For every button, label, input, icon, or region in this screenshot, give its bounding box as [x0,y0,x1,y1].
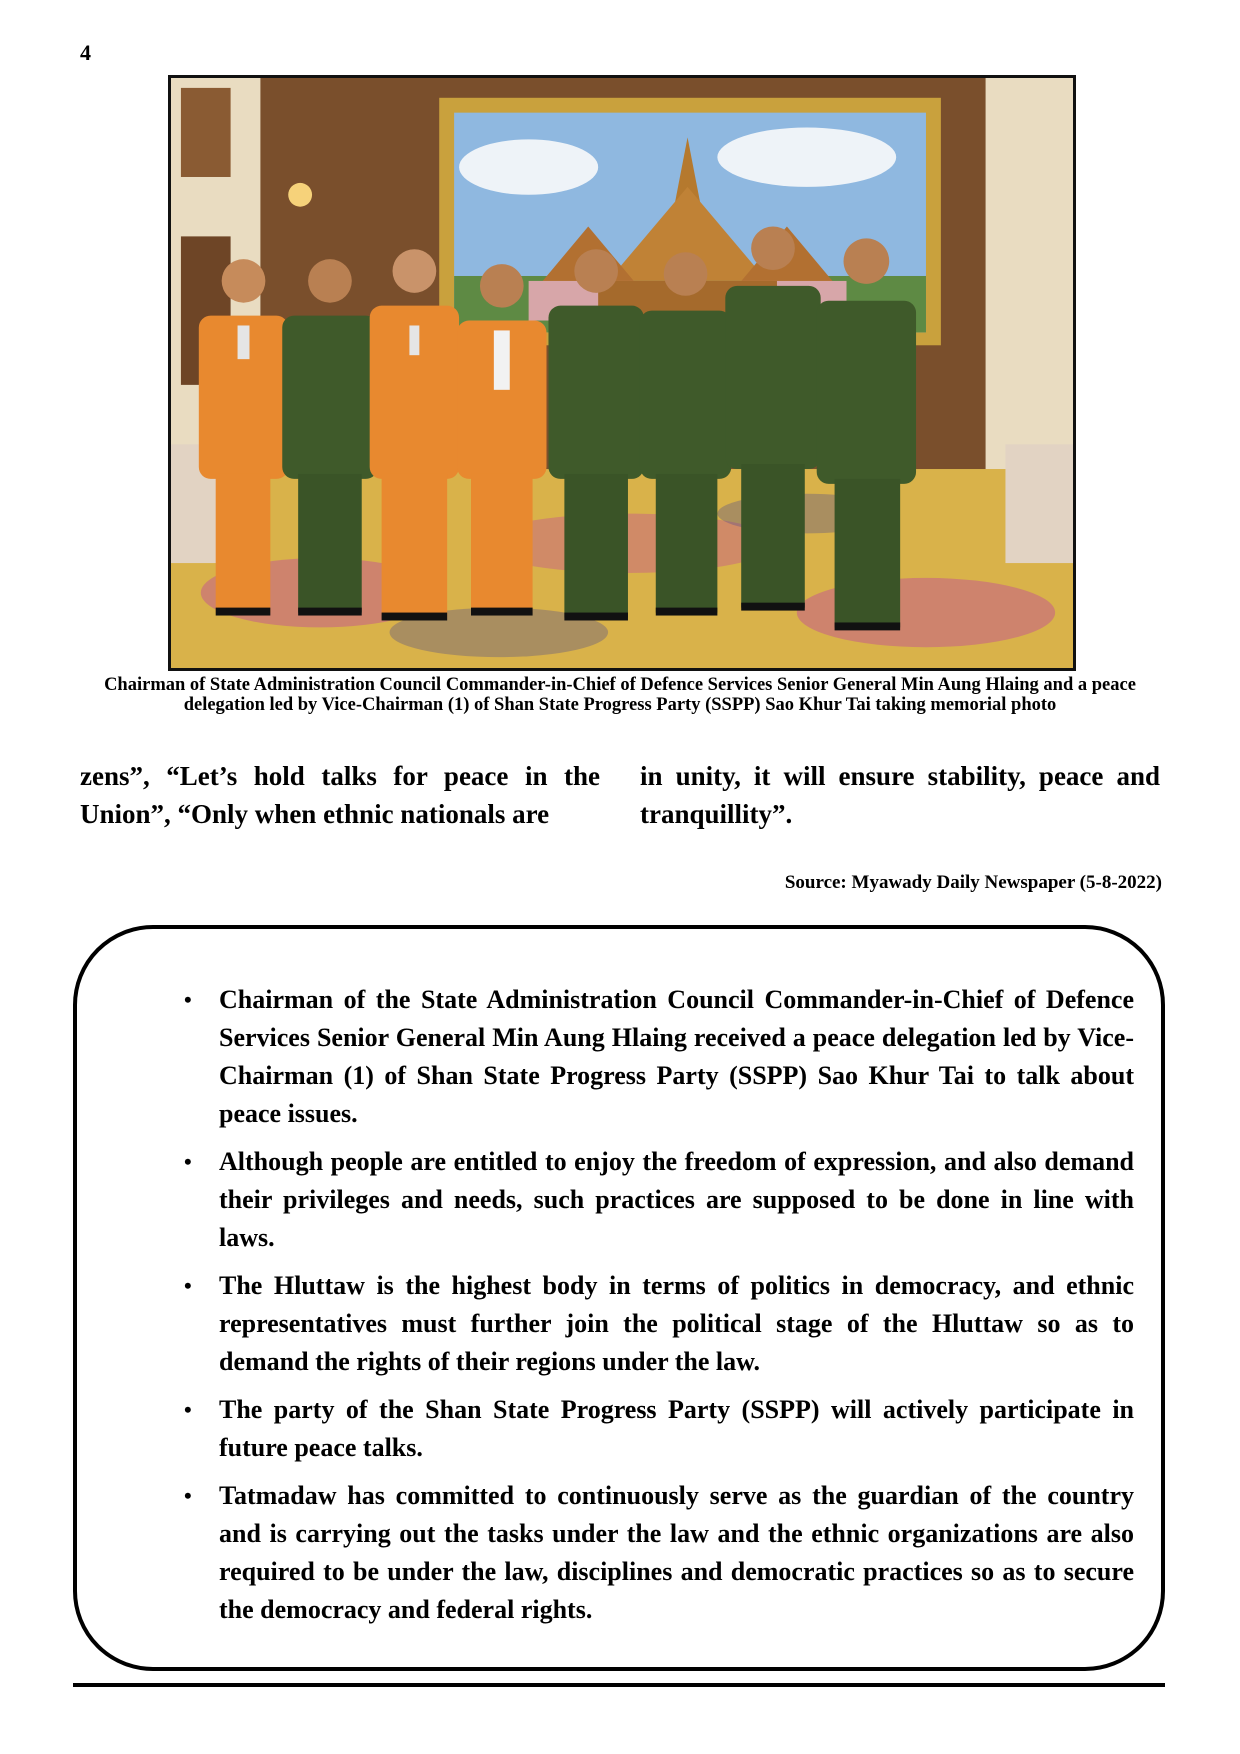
group-photo-illustration [171,78,1073,668]
summary-item [149,1143,1134,1257]
bullet-icon: • [184,1273,192,1298]
summary-item-text: The party of the Shan State Progress Party (SSPP) will actively participate in future peace talks. [219,1395,1134,1462]
summary-item-text: Tatmadaw has committed to continuously serve as the guardian of the country and is carrying out the tasks under the law and the ethnic organizations are also required to be under the law, disciplines and democratic practices so as to secure the democracy and federal rights. [219,1481,1134,1624]
article-column-right: in unity, it will ensure stability, peace and tranquillity”. [640,761,1160,829]
bullet-icon: • [184,1149,192,1174]
summary-item-text: The Hluttaw is the highest body in terms of politics in democracy, and ethnic representatives must further join the political stage of the Hluttaw so as to demand the rights of their regions under the law. [219,1271,1134,1376]
summary-box [73,925,1165,1671]
summary-item-text: Chairman of the State Administration Council Commander-in-Chief of Defence Services Senior General Min Aung Hlaing received a peace delegation led by Vice-Chairman (1) of Shan State Progress Party (SSPP) Sao Khur Tai to talk about peace issues. [219,985,1134,1128]
group-photo [168,75,1076,671]
summary-item [149,1391,1134,1467]
bullet-icon: • [184,987,192,1012]
summary-item [149,1477,1134,1629]
page-number: 4 [80,40,91,65]
summary-item-text: Although people are entitled to enjoy the freedom of expression, and also demand their privileges and needs, such practices are supposed to be done in line with laws. [219,1147,1134,1252]
summary-list [149,981,1134,1639]
bullet-icon: • [184,1483,192,1508]
article-column-left: zens”, “Let’s hold talks for peace in the Union”, “Only when ethnic nationals are [80,761,600,829]
bullet-icon: • [184,1397,192,1422]
source-note: Source: Myawady Daily Newspaper (5-8-2022) [784,872,1162,893]
summary-item [149,1267,1134,1381]
summary-item [149,981,1134,1133]
bottom-rule [73,1683,1165,1687]
photo-caption: Chairman of State Administration Council Commander-in-Chief of Defence Services Senior General Min Aung Hlaing and a peace delegation led by Vice-Chairman (1) of Shan State Progress Party (SSPP) Sao Khur Tai taking memorial photo [104,675,1136,715]
